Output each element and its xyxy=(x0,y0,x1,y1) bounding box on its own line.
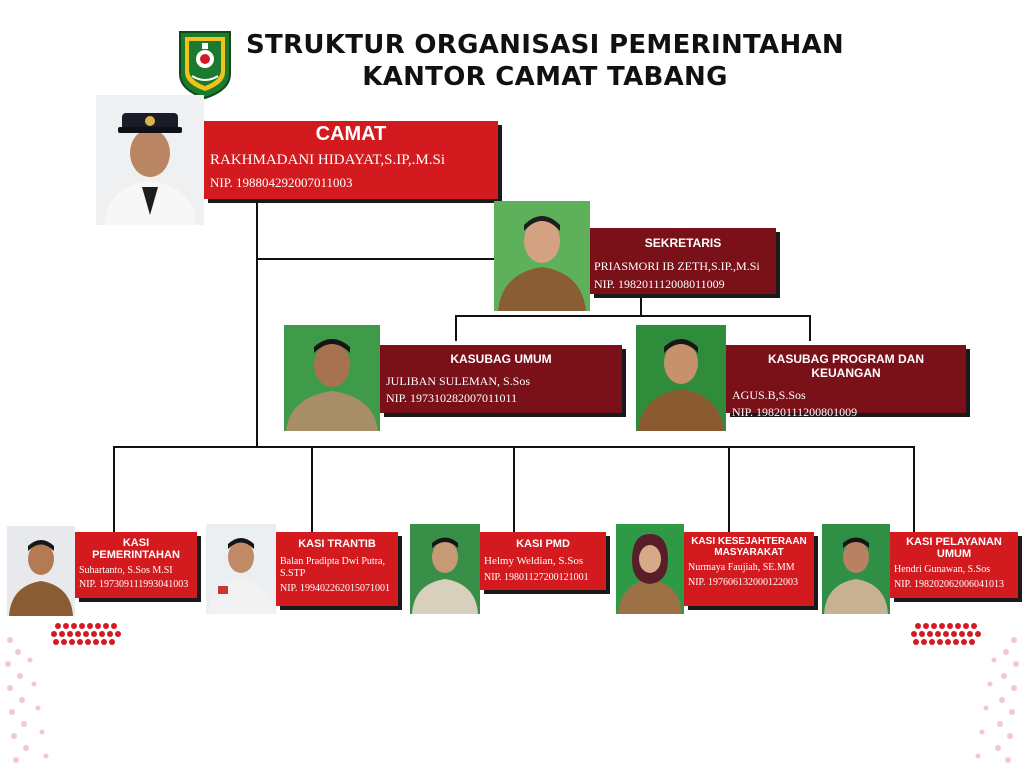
page-title-line1: STRUKTUR ORGANISASI PEMERINTAHAN xyxy=(246,30,844,60)
kasi-pelayanan-box xyxy=(890,532,1018,598)
kasubag-umum-name: JULIBAN SULEMAN, S.Sos xyxy=(386,374,531,388)
decorative-dots-left xyxy=(0,600,130,768)
kasi-pemerintahan-box xyxy=(75,532,197,598)
connector-kasubag-program xyxy=(809,315,811,341)
kasi-pemerintahan-role: KASI PEMERINTAHAN xyxy=(92,537,180,561)
kasubag-umum-photo xyxy=(284,325,380,431)
kasi-pemerintahan-nip: NIP. 197309111993041003 xyxy=(79,579,189,590)
connector-kasubag-horizontal xyxy=(455,315,811,317)
sekretaris-nip: NIP. 198201112008011009 xyxy=(594,277,725,291)
camat-box xyxy=(204,121,498,199)
kasubag-umum-nip: NIP. 197310282007011011 xyxy=(386,391,518,405)
sekretaris-photo xyxy=(494,201,590,311)
kasubag-umum-role: KASUBAG UMUM xyxy=(450,352,552,366)
kasi-trantib-nip: NIP. 199402262015071001 xyxy=(280,583,391,594)
connector-kasubag-umum xyxy=(455,315,457,341)
decorative-dots-right xyxy=(894,600,1024,768)
kasi-pelayanan-name: Hendri Gunawan, S.Sos xyxy=(894,564,991,575)
connector-to-sekretaris xyxy=(256,258,494,260)
kasi-kesejahteraan-photo xyxy=(616,524,684,614)
connector-sekretaris-down xyxy=(640,296,642,316)
kasi-pmd-box xyxy=(480,532,606,590)
sekretaris-name: PRIASMORI IB ZETH,S.IP.,M.Si xyxy=(594,259,760,273)
kasi-trantib-name: Balan Pradipta Dwi Putra, S.STP xyxy=(280,556,385,579)
kasi-pelayanan-role: KASI PELAYANAN UMUM xyxy=(906,536,1002,560)
page-title-line2: KANTOR CAMAT TABANG xyxy=(362,62,728,92)
kasubag-umum-box xyxy=(380,345,622,413)
kasi-pmd-role: KASI PMD xyxy=(516,538,570,550)
kasi-pemerintahan-name: Suhartanto, S.Sos M.SI xyxy=(79,565,173,576)
kasi-kesejahteraan-box xyxy=(684,532,814,606)
sekretaris-box xyxy=(590,228,776,294)
kasi-pmd-photo xyxy=(410,524,480,614)
kasubag-program-photo xyxy=(636,325,726,431)
connector-kasi-4 xyxy=(728,446,730,532)
kasubag-program-name: AGUS.B,S.Sos xyxy=(732,388,806,402)
camat-nip: NIP. 198804292007011003 xyxy=(210,175,353,190)
kasi-kesejahteraan-nip: NIP. 197606132000122003 xyxy=(688,577,799,588)
kasi-pmd-name: Helmy Weldian, S.Sos xyxy=(484,555,584,567)
kasi-pelayanan-photo xyxy=(822,524,890,614)
kasubag-program-box xyxy=(726,345,966,419)
connector-kasi-1 xyxy=(113,446,115,532)
kasi-trantib-photo xyxy=(206,524,276,614)
connector-kasi-3 xyxy=(513,446,515,532)
kasi-kesejahteraan-name: Nurmaya Faujiah, SE.MM xyxy=(688,562,795,573)
connector-kasi-2 xyxy=(311,446,313,532)
connector-kasi-5 xyxy=(913,446,915,532)
kasi-pelayanan-nip: NIP. 198202062006041013 xyxy=(894,579,1005,590)
camat-name: RAKHMADANI HIDAYAT,S.IP,.M.Si xyxy=(210,152,446,168)
kasubag-program-nip: NIP. 198201112008010​09 xyxy=(732,405,858,419)
camat-role: CAMAT xyxy=(315,123,387,145)
sekretaris-role: SEKRETARIS xyxy=(644,236,722,250)
kasi-kesejahteraan-role: KASI KESEJAHTERAAN MASYARAKAT xyxy=(691,536,807,558)
kasi-trantib-box xyxy=(276,532,398,606)
regency-logo xyxy=(176,26,234,100)
connector-main-vertical xyxy=(256,198,258,448)
kasi-trantib-role: KASI TRANTIB xyxy=(298,538,376,550)
kasubag-program-role: KASUBAG PROGRAM DAN KEUANGAN xyxy=(768,352,924,380)
camat-photo xyxy=(96,95,204,225)
kasi-pmd-nip: NIP. 19801127200121001 xyxy=(484,572,589,583)
